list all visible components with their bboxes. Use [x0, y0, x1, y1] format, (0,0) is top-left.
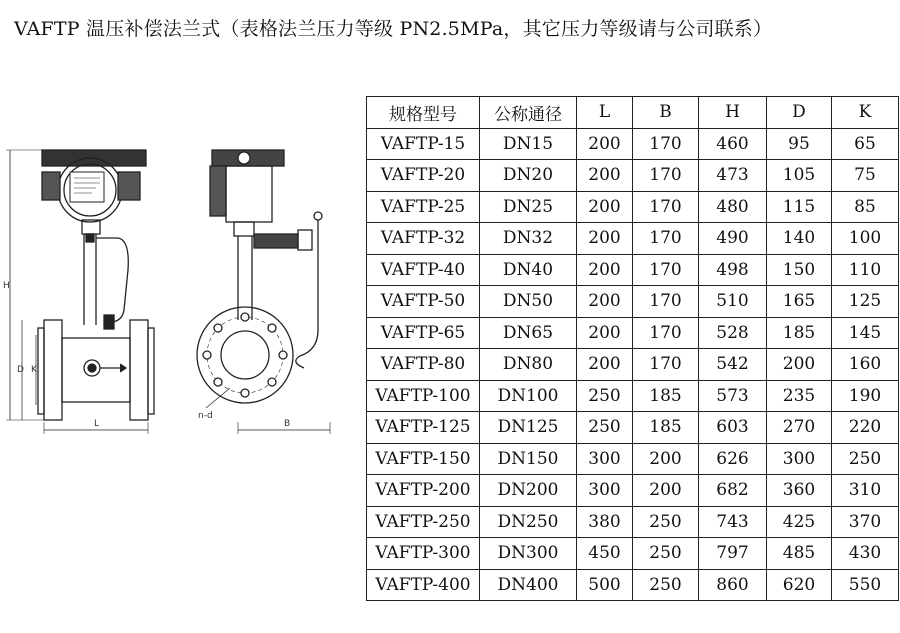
cell-l: 200	[577, 349, 633, 381]
dim-label-h: H	[3, 281, 10, 291]
cell-d: 425	[767, 506, 832, 538]
cell-k: 250	[832, 443, 899, 475]
cell-d: 165	[767, 286, 832, 318]
cell-l: 380	[577, 506, 633, 538]
cell-d: 235	[767, 380, 832, 412]
table-row	[367, 506, 899, 538]
col-header-d: D	[767, 97, 832, 129]
cell-h: 682	[699, 475, 767, 507]
cell-b: 200	[633, 443, 699, 475]
spec-table	[366, 96, 899, 601]
cell-b: 170	[633, 286, 699, 318]
flowmeter-dimension-drawing	[0, 110, 365, 450]
cell-model: VAFTP-125	[367, 412, 480, 444]
cell-d: 105	[767, 160, 832, 192]
cell-h: 498	[699, 254, 767, 286]
cell-h: 480	[699, 191, 767, 223]
dim-label-b: B	[284, 419, 291, 429]
cell-nominal-diameter: DN250	[480, 506, 577, 538]
cell-k: 65	[832, 128, 899, 160]
cell-model: VAFTP-32	[367, 223, 480, 255]
cell-nominal-diameter: DN100	[480, 380, 577, 412]
cell-d: 360	[767, 475, 832, 507]
cell-d: 95	[767, 128, 832, 160]
cell-k: 370	[832, 506, 899, 538]
cell-model: VAFTP-150	[367, 443, 480, 475]
table-row	[367, 349, 899, 381]
cell-l: 250	[577, 380, 633, 412]
cell-b: 250	[633, 506, 699, 538]
cell-nominal-diameter: DN150	[480, 443, 577, 475]
cell-b: 170	[633, 317, 699, 349]
cell-h: 510	[699, 286, 767, 318]
cell-model: VAFTP-50	[367, 286, 480, 318]
col-header-l: L	[577, 97, 633, 129]
cell-model: VAFTP-200	[367, 475, 480, 507]
table-row	[367, 254, 899, 286]
cell-l: 250	[577, 412, 633, 444]
cell-l: 300	[577, 443, 633, 475]
cell-model: VAFTP-80	[367, 349, 480, 381]
dim-label-l: L	[94, 419, 100, 429]
cell-nominal-diameter: DN400	[480, 569, 577, 601]
cell-d: 140	[767, 223, 832, 255]
cell-model: VAFTP-20	[367, 160, 480, 192]
cell-b: 250	[633, 569, 699, 601]
cell-model: VAFTP-300	[367, 538, 480, 570]
cell-d: 485	[767, 538, 832, 570]
table-row	[367, 412, 899, 444]
cell-l: 300	[577, 475, 633, 507]
table-row	[367, 443, 899, 475]
cell-b: 170	[633, 349, 699, 381]
col-header-k: K	[832, 97, 899, 129]
table-row	[367, 223, 899, 255]
cell-h: 542	[699, 349, 767, 381]
cell-b: 170	[633, 128, 699, 160]
cell-k: 100	[832, 223, 899, 255]
dim-label-nd: n-d	[198, 411, 213, 421]
cell-d: 300	[767, 443, 832, 475]
cell-l: 200	[577, 317, 633, 349]
cell-h: 626	[699, 443, 767, 475]
cell-d: 200	[767, 349, 832, 381]
cell-l: 200	[577, 191, 633, 223]
cell-b: 170	[633, 254, 699, 286]
cell-l: 200	[577, 286, 633, 318]
cell-d: 185	[767, 317, 832, 349]
cell-l: 500	[577, 569, 633, 601]
cell-model: VAFTP-400	[367, 569, 480, 601]
cell-l: 200	[577, 223, 633, 255]
table-row	[367, 475, 899, 507]
dim-label-k: K	[31, 365, 37, 375]
cell-b: 170	[633, 223, 699, 255]
table-row	[367, 538, 899, 570]
cell-model: VAFTP-100	[367, 380, 480, 412]
cell-l: 200	[577, 254, 633, 286]
cell-model: VAFTP-250	[367, 506, 480, 538]
cell-d: 115	[767, 191, 832, 223]
cell-k: 310	[832, 475, 899, 507]
cell-h: 743	[699, 506, 767, 538]
table-header-row	[367, 97, 899, 129]
table-row	[367, 286, 899, 318]
cell-d: 270	[767, 412, 832, 444]
cell-d: 620	[767, 569, 832, 601]
cell-h: 528	[699, 317, 767, 349]
cell-nominal-diameter: DN15	[480, 128, 577, 160]
col-header-b: B	[633, 97, 699, 129]
cell-h: 573	[699, 380, 767, 412]
cell-nominal-diameter: DN65	[480, 317, 577, 349]
col-header-h: H	[699, 97, 767, 129]
cell-k: 550	[832, 569, 899, 601]
cell-k: 145	[832, 317, 899, 349]
cell-d: 150	[767, 254, 832, 286]
cell-l: 200	[577, 128, 633, 160]
cell-nominal-diameter: DN32	[480, 223, 577, 255]
table-row	[367, 191, 899, 223]
cell-l: 200	[577, 160, 633, 192]
cell-b: 200	[633, 475, 699, 507]
table-row	[367, 569, 899, 601]
cell-k: 220	[832, 412, 899, 444]
cell-model: VAFTP-25	[367, 191, 480, 223]
cell-h: 473	[699, 160, 767, 192]
cell-h: 860	[699, 569, 767, 601]
cell-nominal-diameter: DN200	[480, 475, 577, 507]
cell-nominal-diameter: DN80	[480, 349, 577, 381]
cell-model: VAFTP-40	[367, 254, 480, 286]
cell-model: VAFTP-15	[367, 128, 480, 160]
cell-model: VAFTP-65	[367, 317, 480, 349]
cell-h: 490	[699, 223, 767, 255]
cell-h: 797	[699, 538, 767, 570]
cell-k: 160	[832, 349, 899, 381]
table-row	[367, 128, 899, 160]
cell-b: 185	[633, 380, 699, 412]
col-header-nominal-diameter: 公称通径	[480, 97, 577, 129]
cell-k: 75	[832, 160, 899, 192]
cell-nominal-diameter: DN25	[480, 191, 577, 223]
cell-nominal-diameter: DN20	[480, 160, 577, 192]
cell-k: 85	[832, 191, 899, 223]
table-row	[367, 317, 899, 349]
cell-k: 125	[832, 286, 899, 318]
cell-nominal-diameter: DN40	[480, 254, 577, 286]
cell-k: 430	[832, 538, 899, 570]
cell-h: 460	[699, 128, 767, 160]
dim-label-d: D	[17, 365, 24, 375]
col-header-model: 规格型号	[367, 97, 480, 129]
cell-h: 603	[699, 412, 767, 444]
cell-b: 170	[633, 160, 699, 192]
cell-k: 110	[832, 254, 899, 286]
cell-nominal-diameter: DN50	[480, 286, 577, 318]
table-row	[367, 380, 899, 412]
cell-l: 450	[577, 538, 633, 570]
cell-k: 190	[832, 380, 899, 412]
table-row	[367, 160, 899, 192]
cell-b: 170	[633, 191, 699, 223]
cell-b: 185	[633, 412, 699, 444]
page-title: VAFTP 温压补偿法兰式（表格法兰压力等级 PN2.5MPa，其它压力等级请与公司联系）	[14, 18, 773, 40]
cell-b: 250	[633, 538, 699, 570]
cell-nominal-diameter: DN125	[480, 412, 577, 444]
cell-nominal-diameter: DN300	[480, 538, 577, 570]
